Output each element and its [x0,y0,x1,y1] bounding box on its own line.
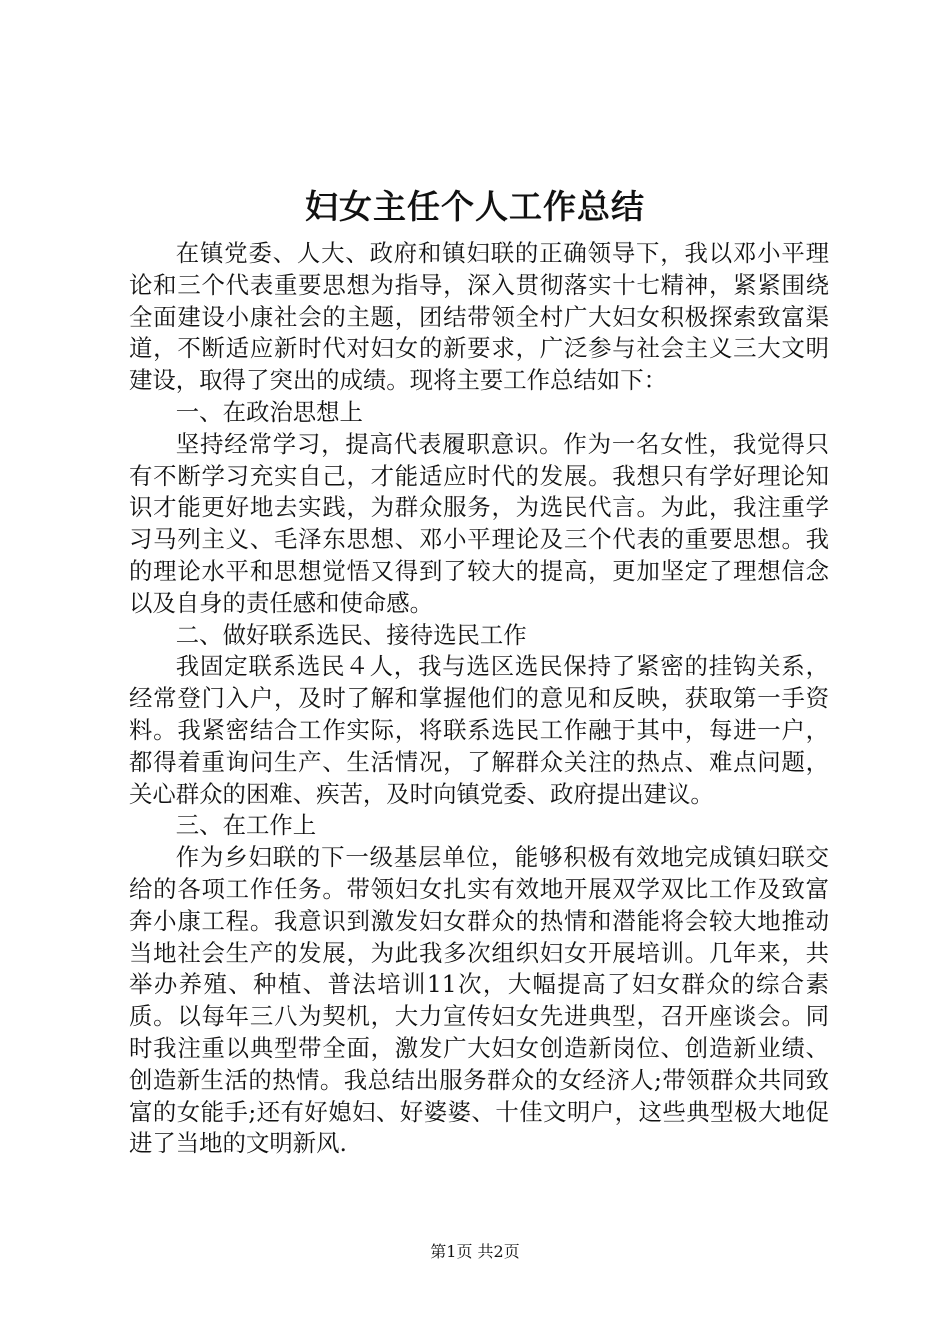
document-title: 妇女主任个人工作总结 [305,187,645,226]
section-heading-work: 三、在工作上 [175,811,317,840]
intro-paragraph: 在镇党委、人大、政府和镇妇联的正确领导下，我以邓小平理论和三个代表重要思想为指导，深入贯彻落实十七精神，紧紧围绕全面建设小康社会的主题，团结带领全村广大妇女积极探索致富渠道，不断适应新时代对妇女的新要求，广泛参与社会主义三大文明建设，取得了突出的成绩。现将主要工作总结如下： [129,239,829,395]
work-paragraph: 作为乡妇联的下一级基层单位，能够积极有效地完成镇妇联交给的各项工作任务。带领妇女扎实有效地开展双学双比工作及致富奔小康工程。我意识到激发妇女群众的热情和潜能将会较大地推动当地社会生产的发展，为此我多次组织妇女开展培训。几年来，共举办养殖、种植、普法培训11次，大幅提高了妇女群众的综合素质。以每年三八为契机，大力宣传妇女先进典型，召开座谈会。同时我注重以典型带全面，激发广大妇女创造新岗位、创造新业绩、创造新生活的热情。我总结出服务群众的女经济人;带领群众共同致富的女能手;还有好媳妇、好婆婆、十佳文明户，这些典型极大地促进了当地的文明新风. [129,843,829,1158]
politics-paragraph: 坚持经常学习，提高代表履职意识。作为一名女性，我觉得只有不断学习充实自己，才能适应时代的发展。我想只有学好理论知识才能更好地去实践，为群众服务，为选民代言。为此，我注重学习马列主义、毛泽东思想、邓小平理论及三个代表的重要思想。我的理论水平和思想觉悟又得到了较大的提高，更加坚定了理想信念以及自身的责任感和使命感。 [129,429,829,617]
document-body [129,238,829,1160]
section-heading-politics: 一、在政治思想上 [175,397,363,426]
section-heading-voters: 二、做好联系选民、接待选民工作 [175,620,527,649]
page-footer: 第1页 共2页 [430,1242,520,1261]
voters-paragraph: 我固定联系选民４人，我与选区选民保持了紧密的挂钩关系，经常登门入户，及时了解和掌握他们的意见和反映，获取第一手资料。我紧密结合工作实际，将联系选民工作融于其中，每进一户，都得着重询问生产、生活情况，了解群众关注的热点、难点问题，关心群众的困难、疾苦，及时向镇党委、政府提出建议。 [129,652,829,808]
